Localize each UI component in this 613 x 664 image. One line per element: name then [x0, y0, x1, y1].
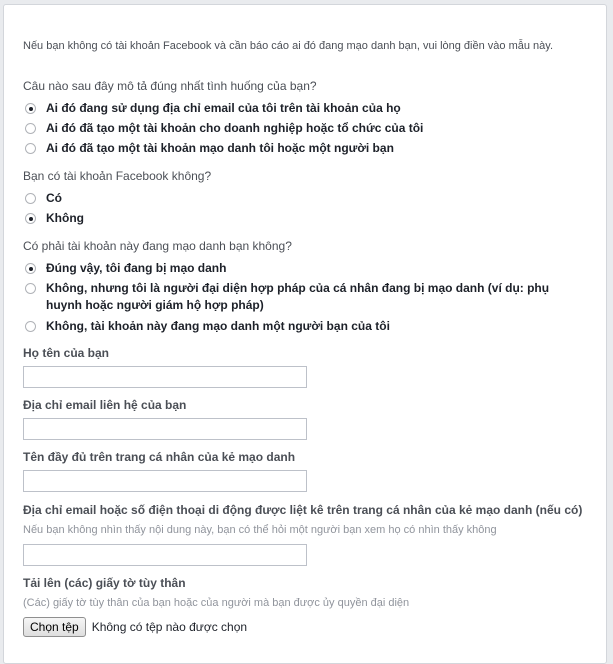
impostor-name-label: Tên đầy đủ trên trang cá nhân của kẻ mạo danh	[23, 450, 296, 464]
radio-option-impersonating-friend[interactable]	[25, 319, 390, 335]
radio-option-email-used[interactable]	[25, 101, 401, 117]
id-upload-hint: (Các) giấy tờ tùy thân của bạn hoặc của người mà bạn được ủy quyền đại diện	[23, 597, 410, 609]
question-has-account-label: Bạn có tài khoản Facebook không?	[23, 169, 212, 183]
question-situation-label: Câu nào sau đây mô tả đúng nhất tình huống của bạn?	[23, 79, 317, 93]
radio-option-yes[interactable]	[25, 191, 62, 207]
radio-button[interactable]	[25, 283, 36, 294]
radio-button[interactable]	[25, 263, 36, 274]
radio-option-legal-representative[interactable]	[25, 281, 585, 314]
your-name-input[interactable]	[23, 366, 307, 388]
radio-button[interactable]	[25, 321, 36, 332]
radio-button[interactable]	[25, 103, 36, 114]
contact-email-input[interactable]	[23, 418, 307, 440]
file-status-text: Không có tệp nào được chọn	[91, 620, 248, 634]
radio-option-label: Ai đó đã tạo một tài khoản cho doanh nghiệp hoặc tổ chức của tôi	[46, 121, 424, 135]
choose-file-button[interactable]: Chọn tệp	[23, 617, 86, 637]
radio-option-label: Không, tài khoản này đang mạo danh một người bạn của tôi	[46, 319, 390, 333]
file-upload-control	[23, 617, 247, 637]
radio-option-no[interactable]	[25, 211, 84, 227]
impostor-contact-input[interactable]	[23, 544, 307, 566]
radio-option-yes-impersonated[interactable]	[25, 261, 226, 277]
report-form-panel	[3, 4, 607, 664]
radio-button[interactable]	[25, 213, 36, 224]
radio-option-label: Không, nhưng tôi là người đại diện hợp pháp của cá nhân đang bị mạo danh (ví dụ: phụ huynh hoặc người giám hộ hợp pháp)	[46, 281, 550, 312]
radio-option-impersonation[interactable]	[25, 141, 394, 157]
radio-option-label: Có	[46, 191, 62, 205]
radio-option-label: Đúng vậy, tôi đang bị mạo danh	[46, 261, 227, 275]
impostor-name-input[interactable]	[23, 470, 307, 492]
radio-option-label: Ai đó đã tạo một tài khoản mạo danh tôi hoặc một người bạn	[46, 141, 394, 155]
form-intro: Nếu bạn không có tài khoản Facebook và cần báo cáo ai đó đang mạo danh bạn, vui lòng điền vào mẫu này.	[23, 40, 554, 52]
id-upload-label: Tải lên (các) giấy tờ tùy thân	[23, 576, 186, 590]
radio-option-label: Không	[46, 211, 84, 225]
question-impersonating-you-label: Có phải tài khoản này đang mạo danh bạn không?	[23, 239, 292, 253]
contact-email-label: Địa chỉ email liên hệ của bạn	[23, 398, 187, 412]
radio-button[interactable]	[25, 123, 36, 134]
radio-option-business-account[interactable]	[25, 121, 423, 137]
radio-option-label: Ai đó đang sử dụng địa chỉ email của tôi trên tài khoản của họ	[46, 101, 401, 115]
your-name-label: Họ tên của bạn	[23, 346, 110, 360]
radio-button[interactable]	[25, 143, 36, 154]
radio-button[interactable]	[25, 193, 36, 204]
impostor-contact-hint: Nếu bạn không nhìn thấy nội dung này, bạn có thể hỏi một người bạn xem họ có nhìn thấy không	[23, 524, 497, 536]
impostor-contact-label: Địa chỉ email hoặc số điện thoại di động được liệt kê trên trang cá nhân của kẻ mạo danh (nếu có)	[23, 503, 583, 517]
